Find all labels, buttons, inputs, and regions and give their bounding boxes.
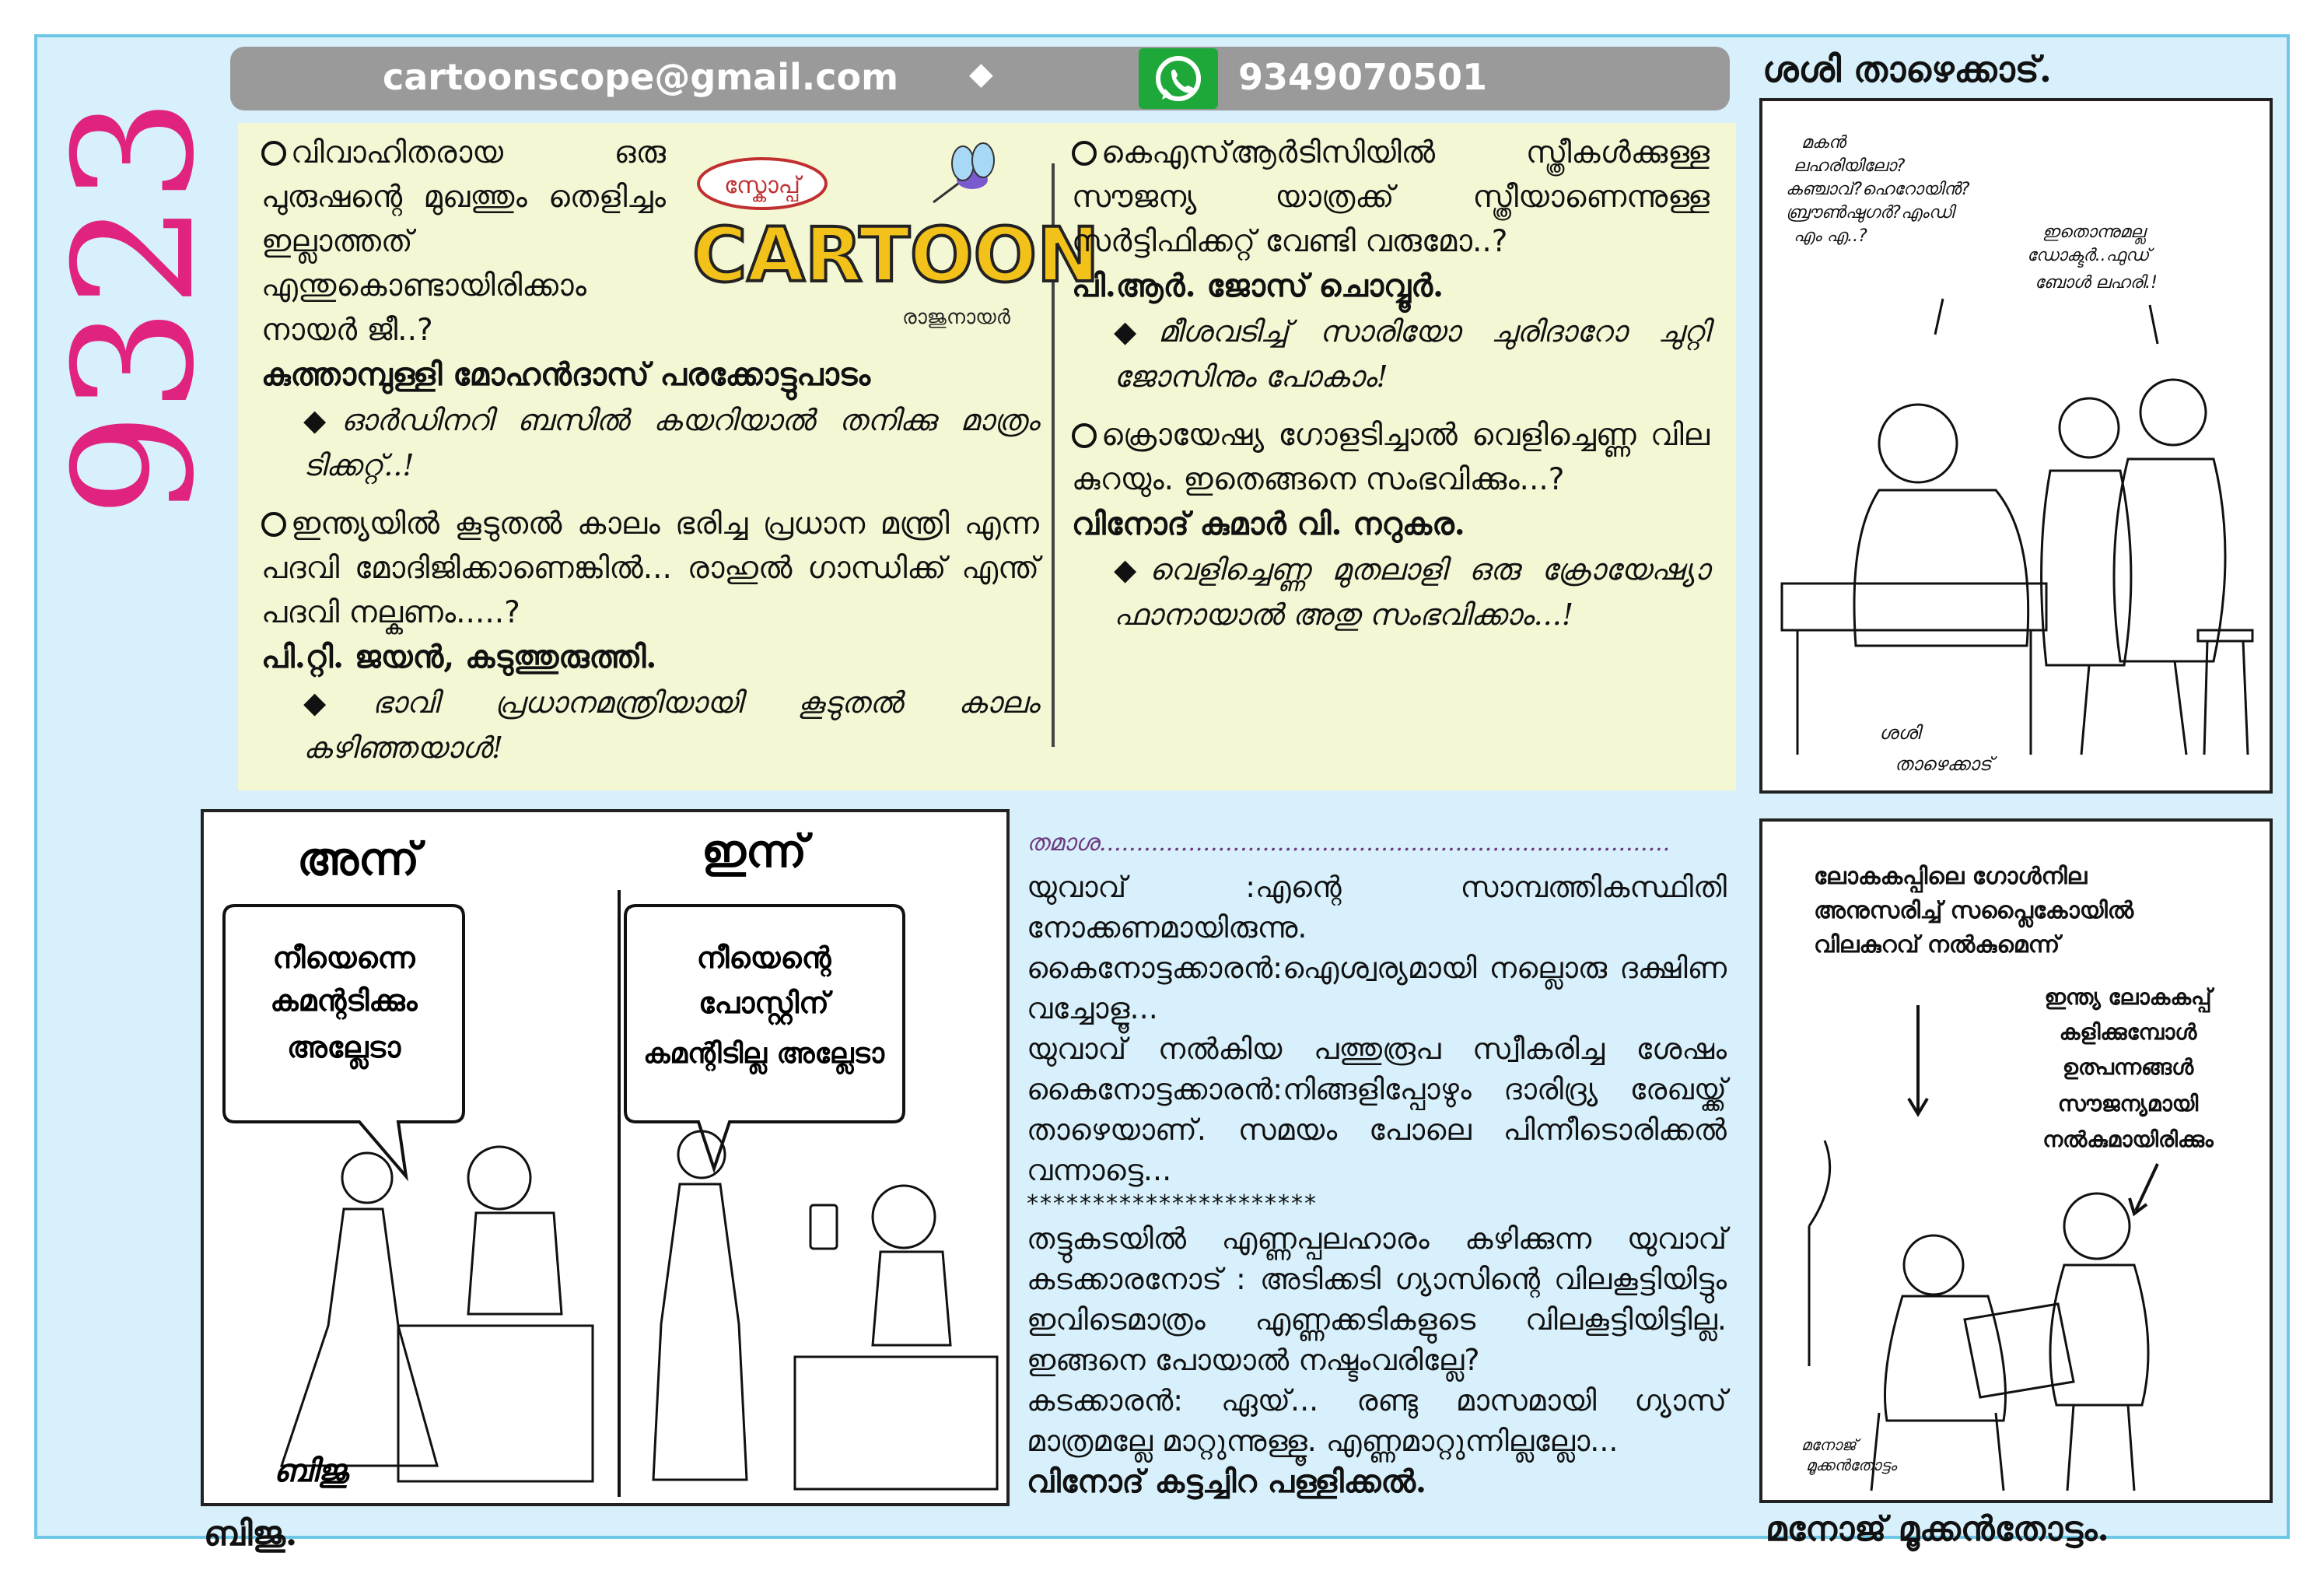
answer-4: ◆വെളിച്ചെണ്ണ മുതലാളി ഒരു ക്രോയേഷ്യാ ഫാനായാൽ അതു സംഭവിക്കാം...! — [1114, 552, 1710, 632]
jokes-separator: ********************** — [1027, 1190, 1318, 1218]
label-then: അന്ന് — [297, 832, 420, 885]
question-4-text: ക്രൊയേഷ്യ ഗോളടിച്ചാൽ വെളിച്ചെണ്ണ വില കുറയും. ഇതെങ്ങനെ സംഭവിക്കും...? — [1072, 418, 1710, 497]
bubble-line-3: ഉത്പന്നങ്ങൾ — [2062, 1054, 2194, 1080]
caption-line-3: വിലകുറവ് നൽകുമെന്ന് — [1814, 931, 2060, 958]
questioner-2: പി.റ്റി. ജയൻ, കടുത്തുരുത്തി. — [261, 639, 657, 675]
issue-number — [38, 93, 230, 529]
question-1 — [261, 131, 666, 352]
logo-author: രാജുനായർ — [902, 306, 1010, 329]
logo-badge: സ്കോപ്പ് — [723, 172, 801, 199]
bubble-line-4: സൗജന്യമായി — [2057, 1091, 2199, 1116]
bubble-line-5: നൽകുമായിരിക്കും — [2042, 1127, 2214, 1152]
bubble-line-1: ഇന്ത്യ ലോകകപ്പ് — [2044, 984, 2212, 1010]
bubble-then-line-1: നീയെന്നെ — [272, 941, 415, 975]
bubble-now-line-1: നീയെന്റെ — [696, 941, 831, 975]
supplyco-cartoon-illustration — [1762, 822, 2270, 1500]
speech-bubble-now — [625, 906, 904, 1169]
bullet-circle-icon — [261, 512, 286, 537]
bubble-line-2: കളിക്കുമ്പോൾ — [2059, 1019, 2197, 1045]
bubble-left-line-1: മകൻ — [1801, 133, 1846, 152]
jokes-column — [1027, 823, 1727, 1503]
speech-bubble-then — [224, 906, 464, 1176]
question-3-text: കെഎസ്ആർടിസിയിൽ സ്ത്രീകൾക്കുള്ള സൗജന്യ യാത്രക്ക് സ്ത്രീയാണെന്നുള്ള സർട്ടിഫിക്കറ്റ് വേണ്ടി വരുമോ..? — [1072, 135, 1710, 259]
biju-cartoon-panel — [201, 809, 1010, 1506]
joke-1-para-1: യുവാവ് :എന്റെ സാമ്പത്തികസ്ഥിതി നോക്കണമായിരുന്നു. — [1027, 870, 1727, 944]
joke-2-para-1: തട്ടുകടയിൽ എണ്ണപ്പലഹാരം കഴിക്കുന്ന യുവാവ് കടക്കാരനോട് : അടിക്കടി ഗ്യാസിന്റെ വിലകൂട്ടിയിട്ടും ഇവിടെമാത്രം എണ്ണക്കടികളുടെ വിലകൂട്ടിയിട്ടില്ല. ഇങ്ങനെ പോയാൽ നഷ്ടംവരില്ലേ? — [1027, 1221, 1727, 1377]
biju-cartoon-author: ബിജു. — [204, 1514, 298, 1554]
supplyco-cartoon-author: മനോജ് മൂക്കൻതോട്ടം. — [1766, 1509, 2109, 1549]
whatsapp-icon — [1139, 48, 1218, 109]
phone-number[interactable]: 9349070501 — [1238, 56, 1488, 98]
answer-2: ◆ഭാവി പ്രധാനമന്ത്രിയായി കൂടുതൽ കാലം കഴിഞ്ഞയാൾ! — [303, 685, 1039, 765]
caption-line-2: അനുസരിച്ച് സപ്ലൈകോയിൽ — [1814, 897, 2134, 924]
answer-3: ◆മീശവടിച്ച് സാരിയോ ചുരിദാറോ ചുറ്റി ജോസിനും പോകാം! — [1114, 314, 1710, 394]
top-right-cartoon-author: ശശി താഴെക്കാട്. — [1762, 48, 2052, 90]
questioner-1: കുത്താമ്പുള്ളി മോഹൻദാസ് പരക്കോട്ടുപാടം — [261, 356, 871, 393]
bubble-right-line-3: ബോൾ ലഹരി.! — [2035, 273, 2158, 293]
bubble-left-line-3: കഞ്ചാവ്?ഹെറോയിൻ? — [1786, 180, 1970, 199]
bubble-left-line-5: എം എ..? — [1794, 226, 1867, 246]
jokes-heading: തമാശ............................................................................. — [1027, 829, 1671, 857]
supplyco-cartoon-panel — [1759, 818, 2273, 1503]
answer-1: ◆ഓർഡിനറി ബസിൽ കയറിയാൽ തനിക്കു മാത്രം ടിക്കറ്റ്..! — [303, 403, 1039, 482]
bubble-then-line-3: അല്ലേടാ — [286, 1030, 401, 1064]
doctor-cartoon-illustration — [1762, 101, 2270, 790]
supplyco-cartoon-signature-line-1: മനോജ് — [1801, 1435, 1857, 1454]
bullet-circle-icon — [1072, 141, 1097, 166]
qa-left-column — [261, 131, 1039, 784]
question-1-text: വിവാഹിതരായ ഒരു പുരുഷന്റെ മുഖത്തും തെളിച്ചം ഇല്ലാത്തത് എന്തുകൊണ്ടായിരിക്കാം നായർ ജീ..? — [261, 135, 666, 348]
bubble-left-line-4: ബ്രൗൺഷുഗർ?എംഡി — [1786, 203, 1954, 223]
issue-number-text: 9323 — [38, 97, 230, 517]
biju-cartoon-illustration — [204, 812, 1006, 1503]
question-4 — [1072, 413, 1710, 502]
whatsapp-glyph — [1139, 48, 1218, 109]
caption-line-1: ലോകകപ്പിലെ ഗോൾനില — [1814, 863, 2088, 890]
biju-cartoon-signature: ബിജു — [274, 1453, 348, 1489]
question-2 — [261, 502, 1039, 635]
joke-1-para-3: യുവാവ് നൽകിയ പത്തുരൂപ സ്വീകരിച്ച ശേഷം കൈനോട്ടക്കാരൻ:നിങ്ങളിപ്പോഴും ദാരിദ്ര്യ രേഖയ്ക്ക് താഴെയാണ്. സമയം പോലെ പിന്നീടൊരിക്കൽ വന്നാട്ടെ... — [1027, 1032, 1727, 1187]
bullet-circle-icon — [261, 141, 286, 166]
questioner-4: വിനോദ് കുമാർ വി. നറുകര. — [1072, 506, 1465, 542]
email-address[interactable]: cartoonscope@gmail.com — [383, 56, 899, 98]
question-2-text: ഇന്ത്യയിൽ കൂടുതൽ കാലം ഭരിച്ച പ്രധാന മന്ത്രി എന്ന പദവി മോദിജിക്കാണെങ്കിൽ... രാഹുൽ ഗാന്ധിക്ക് എന്ത് പദവി നല്കണം.....? — [261, 506, 1039, 630]
bubble-right-line-1: ഇതൊന്നുമല്ല — [2042, 223, 2146, 242]
bubble-now-line-2: പോസ്റ്റിന് — [698, 986, 829, 1020]
bubble-right-line-2: ഡോക്ടർ..ഫുഡ് — [2027, 246, 2150, 265]
logo-title: CARTOON — [692, 212, 1100, 299]
doctor-cartoon-signature-line-2: താഴെക്കാട് — [1895, 753, 1992, 775]
separator-diamond: ◆ — [969, 56, 993, 92]
joke-1-para-2: കൈനോട്ടക്കാരൻ:ഐശ്വര്യമായി നല്ലൊരു ദക്ഷിണ വച്ചോളൂ... — [1027, 951, 1727, 1025]
qa-right-column — [1072, 131, 1710, 651]
bubble-now-line-3: കമന്റിടില്ല അല്ലേടാ — [643, 1038, 884, 1070]
joke-2-para-2: കടക്കാരൻ: ഏയ്... രണ്ടു മാസമായി ഗ്യാസ് മാത്രമല്ലേ മാറ്റുന്നുള്ളൂ. എണ്ണമാറ്റുന്നില്ലല്ലോ... — [1027, 1383, 1727, 1458]
contact-bar — [230, 47, 1730, 110]
bubble-then-line-2: കമന്റടിക്കും — [270, 983, 418, 1018]
doctor-cartoon-panel — [1759, 98, 2273, 794]
question-3 — [1072, 131, 1710, 264]
doctor-cartoon-signature-line-1: ശശി — [1879, 722, 1920, 744]
bullet-circle-icon — [1072, 423, 1097, 448]
supplyco-cartoon-signature-line-2: മൂക്കൻതോട്ടം — [1806, 1456, 1897, 1474]
questioner-3: പി.ആർ. ജോസ് ചൊവ്വൂർ. — [1072, 268, 1444, 304]
bubble-left-line-2: ലഹരിയിലോ? — [1794, 156, 1906, 176]
jokes-author: വിനോദ് കട്ടച്ചിറ പള്ളിക്കൽ. — [1027, 1463, 1426, 1500]
label-now: ഇന്ന് — [702, 825, 807, 878]
